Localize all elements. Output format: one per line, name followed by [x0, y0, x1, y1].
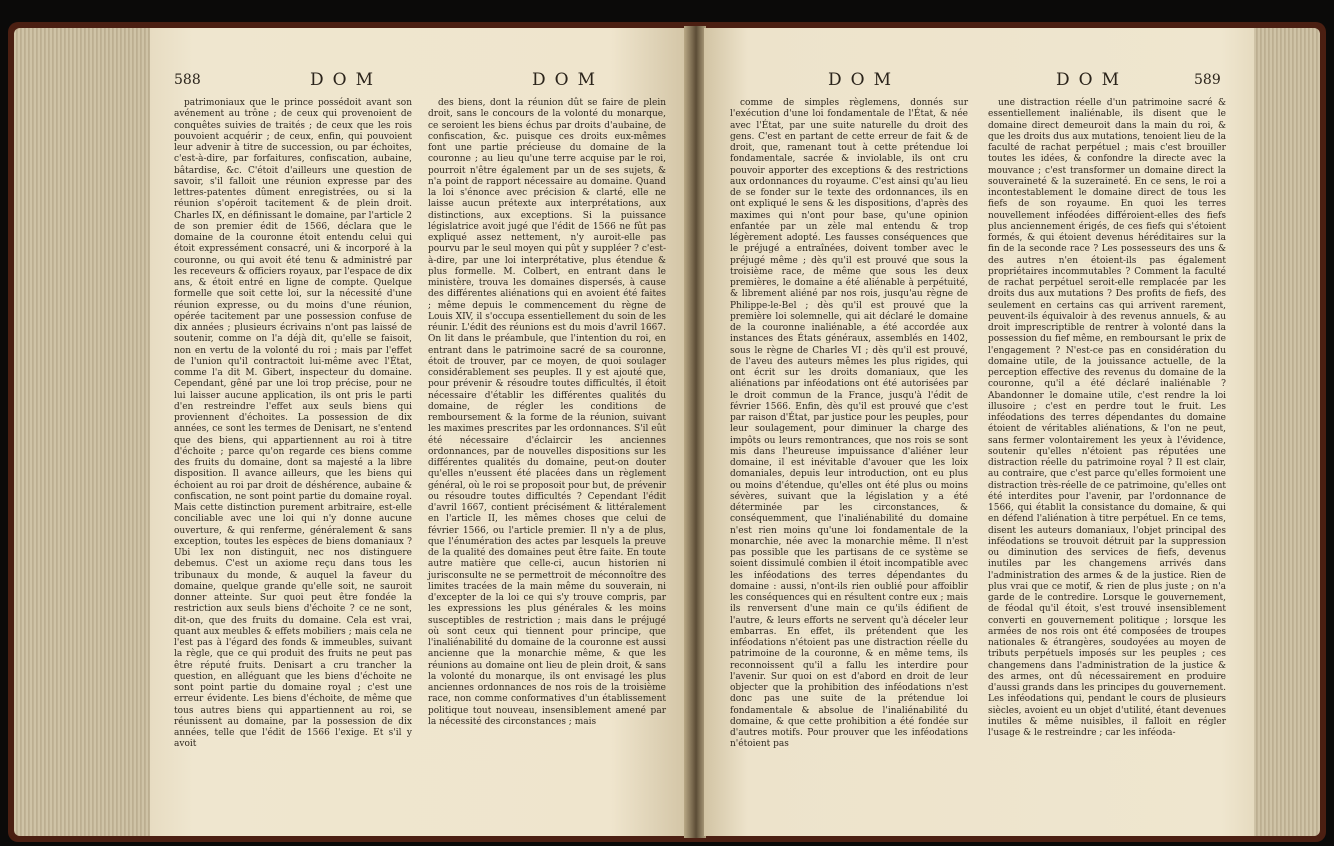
text-column-left-1 [174, 98, 412, 751]
running-header-right-1: DOM [828, 70, 900, 90]
column-text: une distraction réelle d'un patrimoine sacré & essentiellement inaliénable, ils disent que le domaine direct demeuroit dans la main du roi, & que les droits dus aux mutations, tenoient lieu de la faculté de rachat perpétuel ; mais c'est brouiller toutes les idées, & confondre la directe avec la mouvance ; c'est transformer un domaine direct la souveraineté & la suzeraineté. En ce sens, le roi a incontestablement le domaine direct de tous les fiefs de son royaume. En quoi les terres nouvellement inféodées différoient-elles des fiefs plus anciennement érigés, de ces fiefs qui s'étoient formés, & qui étoient devenus héréditaires sur la fin de la seconde race ? Les possesseurs des uns & des autres n'en étoient-ils pas également propriétaires incommutables ? Comment la faculté de rachat perpétuel seroit-elle remplacée par les droits dus aux mutations ? Des profits de fiefs, des seulement en certains cas qui arrivent rarement, peuvent-ils équivaloir à des revenus annuels, & au droit imprescriptible de rentrer à volonté dans la possession du fief même, en remboursant le prix de l'engagement ? N'est-ce pas en considération du domaine utile, de la jouissance actuelle, de la perception effective des revenus du domaine de la couronne, qu'il a été déclaré inaliénable ? Abandonner le domaine utile, c'est rendre la loi illusoire ; c'est en perdre tout le fruit. Les inféodations des terres dépendantes du domaine étoient de véritables aliénations, & l'on ne peut, sans fermer volontairement les yeux à l'évidence, soutenir qu'elles n'étoient pas réputées une distraction réelle du patrimoine royal ? Il est clair, au contraire, que c'est parce qu'elles formoient une distraction très-réelle de ce patrimoine, qu'elles ont été interdites pour l'avenir, par l'ordonnance de 1566, qui établit la consistance du domaine, & qui en défend l'aliénation à titre perpétuel. En ce tems, disent les auteurs domaniaux, l'objet principal des inféodations se trouvoit détruit par la suppression ou diminution des services de fiefs, devenus inutiles par les changemens arrivés dans l'administration des armes & de la justice. Rien de plus vrai que ce motif, & rien de plus juste ; on n'a garde de le contredire. Lorsque le gouvernement, de féodal qu'il étoit, s'est trouvé insensiblement converti en gouvernement politique ; lorsque les armées de nos rois ont été composées de troupes nationales & étrangères, soudoyées au moyen de tributs perpétuels imposés sur les peuples ; ces changemens dans l'administration de la justice & des armes, ont dû nécessairement en produire d'aussi grands dans les principes du gouvernement. Les inféodations qui, pendant le cours de plusieurs siècles, avoient eu un objet d'utilité, étant devenues inutiles & même nuisibles, il falloit en régler l'usage & le restreindre ; car les inféoda- [988, 98, 1226, 738]
text-column-right-1 [730, 98, 968, 751]
right-page [704, 28, 1254, 836]
running-header-right-2: DOM [1056, 70, 1128, 90]
page-edges-left [14, 28, 152, 836]
text-column-left-2 [428, 98, 666, 728]
column-text: patrimoniaux que le prince possédoit avant son avénement au trône ; de ceux qui provenoient de conquêtes suivies de traités ; de ceux que les rois pouvoient acquérir ; de ceux, enfin, qui pouvoient leur advenir à titre de succession, ou par échoites, c'est-à-dire, par forfaitures, confiscation, aubaine, bâtardise, &c. C'étoit d'ailleurs une question de savoir, s'il falloit une réunion expresse par des lettres-patentes dûment enregistrées, ou si la réunion s'opéroit tacitement & de plein droit. Charles IX, en définissant le domaine, par l'article 2 de son premier édit de 1566, déclara que le domaine de la couronne étoit entendu celui qui étoit expressément consacré, uni & incorporé à la couronne, ou qui avoit été tenu & administré par les receveurs & officiers royaux, par l'espace de dix ans, & étoit entré en ligne de compte. Quelque formelle que soit cette loi, sur la nécessité d'une réunion expresse, ou du moins d'une réunion, opérée tacitement par une possession confuse de dix années ; plusieurs écrivains n'ont pas laissé de soutenir, comme on l'a déjà dit, qu'elle se faisoit, non en vertu de la volonté du roi ; mais par l'effet de l'union qu'il contractoit lui-même avec l'État, comme l'a dit M. Gibert, inspecteur du domaine. Cependant, gêné par une loi trop précise, pour ne lui laisser aucune application, ils ont pris le parti d'en restreindre l'effet aux seuls biens qui proviennent d'échoites. La possession de dix années, ce sont les termes de Denisart, ne s'entend que des biens, qui appartiennent au roi à titre d'échoite ; parce qu'on regarde ces biens comme des fruits du domaine, dont sa majesté a la libre disposition. Il avance ailleurs, que les biens qui échoient au roi par droit de déshérence, aubaine & confiscation, ne sont point partie du domaine royal. Mais cette distinction purement arbitraire, est-elle conciliable avec une loi qui n'y donne aucune ouverture, & qui renferme, généralement & sans exception, toutes les espèces de biens domaniaux ? Ubi lex non distinguit, nec nos distinguere debemus. C'est un axiome reçu dans tous les tribunaux du monde, & auquel la faveur du domaine, quelque grande qu'elle soit, ne sauroit donner atteinte. Sur quoi peut être fondée la restriction aux seuls biens d'échoite ? ce ne sont, dit-on, que des fruits du domaine. Cela est vrai, quant aux meubles & effets mobiliers ; mais cela ne l'est pas à l'égard des fonds & immeubles, suivant la règle, que ce qui produit des fruits ne peut pas être réputé fruits. Denisart a cru trancher la question, en alléguant que les biens d'échoite ne sont point partie du domaine royal ; c'est une erreur évidente. Les biens d'échoite, de même que tous autres biens qui appartiennent au roi, se réunissent au domaine, par la possession de dix années, telle que l'édit de 1566 l'exige. Et s'il y avoit [174, 98, 412, 750]
page-number-left: 588 [174, 72, 201, 88]
book-gutter [684, 26, 706, 838]
text-column-right-2 [988, 98, 1226, 739]
column-text: des biens, dont la réunion dût se faire de plein droit, sans le concours de la volonté du monarque, ce seroient les biens échus par droits d'aubaine, de confiscation, &c. puisque ces droits eux-mêmes font une partie précieuse du domaine de la couronne ; au lieu qu'une terre acquise par le roi, pourroit n'être également par un de ses sujets, & n'a point de rapport nécessaire au domaine. Quand la loi s'énonce avec précision & clarté, elle ne laisse aucun prétexte aux interprétations, aux distinctions, aux exceptions. Si la puissance législatrice avoit jugé que l'édit de 1566 ne fût pas expliqué assez nettement, n'y auroit-elle pas pourvu par le seul moyen qui pût y suppléer ? c'est-à-dire, par une loi interprétative, plus étendue & plus formelle. M. Colbert, en entrant dans le ministère, trouva les domaines dispersés, à cause des différentes aliénations qui en avoient été faites ; même depuis le commencement du règne de Louis XIV, il s'occupa essentiellement du soin de les réunir. L'édit des réunions est du mois d'avril 1667. On lit dans le préambule, que l'intention du roi, en entrant dans le patrimoine sacré de sa couronne, étoit de trouver, par ce moyen, de quoi soulager considérablement ses peuples. Il y est ajouté que, pour prévenir & résoudre toutes difficultés, il étoit nécessaire d'établir les différentes qualités du domaine, de régler les conditions de remboursement & la forme de la réunion, suivant les maximes prescrites par les ordonnances. S'il eût été nécessaire d'éclaircir les anciennes ordonnances, par de nouvelles dispositions sur les différentes qualités du domaine, peut-on douter qu'elles n'eussent été placées dans un règlement général, où le roi se proposoit pour but, de prévenir ou résoudre toutes difficultés ? Cependant l'édit d'avril 1667, contient précisément & littéralement en l'article II, les mêmes choses que celui de février 1566, ou l'article premier. Il n'y a de plus, que l'énumération des actes par lesquels la preuve de la qualité des domaines peut être faite. En toute autre matière que celle-ci, aucun historien ni jurisconsulte ne se permettroit de méconnoître des limites tracées de la main même du souverain, ni d'excepter de la loi ce qui s'y trouve compris, par les expressions les plus générales & les moins susceptibles de restriction ; mais dans le préjugé où sont ceux qui tiennent pour principe, que l'inaliénabilité du domaine de la couronne est aussi ancienne que la monarchie même, & que les réunions au domaine ont lieu de plein droit, & sans la volonté du monarque, ils ont envisagé les plus anciennes ordonnances de nos rois de la troisième race, non comme conformatives d'un établissement politique tout nouveau, insensiblement amené par la nécessité des circonstances ; mais [428, 98, 666, 727]
left-page [150, 28, 686, 836]
running-header-left-2: DOM [532, 70, 604, 90]
page-number-right: 589 [1194, 72, 1221, 88]
running-header-left-1: DOM [310, 70, 382, 90]
column-text: comme de simples règlemens, donnés sur l'exécution d'une loi fondamentale de l'État, & née avec l'État, par une suite naturelle du droit des gens. C'est en partant de cette erreur de fait & de droit, que, ramenant tout à cette prétendue loi fondamentale, sacrée & inviolable, ils ont cru pouvoir apporter des exceptions & des restrictions aux ordonnances du royaume. C'est ainsi qu'au lieu de se fonder sur le texte des ordonnances, ils en ont expliqué le sens & les dispositions, d'après des maximes qui n'ont pour base, qu'une opinion enfantée par un zèle mal entendu & trop légèrement adopté. Les fausses conséquences que le préjugé a entraînées, doivent tomber avec le préjugé même ; dès qu'il est prouvé que sous la troisième race, de même que sous les deux premières, le domaine a été aliénable à perpétuité, & librement aliéné par nos rois, jusqu'au règne de Philippe-le-Bel ; dès qu'il est prouvé que la première loi solemnelle, qui ait déclaré le domaine de la couronne inaliénable, a été accordée aux instances des États généraux, assemblés en 1402, sous le règne de Charles VI ; dès qu'il est prouvé, de l'aveu des auteurs mêmes les plus rigides, qui ont écrit sur les droits domaniaux, que les aliénations par inféodations ont été autorisées par le droit commun de la France, jusqu'à l'édit de février 1566. Enfin, dès qu'il est prouvé que c'est par raison d'État, par justice pour les peuples, pour leur soulagement, pour diminuer la charge des impôts ou leurs remontrances, que nos rois se sont mis dans l'heureuse impuissance d'aliéner leur domaine, il est inévitable d'avouer que les loix domaniales, depuis leur introduction, ont eu plus ou moins d'étendue, qu'elles ont été plus ou moins sévères, suivant que la législation y a été déterminée par les circonstances, & conséquemment, que l'inaliénabilité du domaine n'est rien moins qu'une loi fondamentale de la monarchie, née avec la monarchie même. Il n'est pas possible que les partisans de ce système se soient dissimulé combien il étoit incompatible avec les inféodations des terres dépendantes du domaine : aussi, n'ont-ils rien oublié pour affoiblir les conséquences qui en résultent contre eux ; mais ils renversent d'une main ce qu'ils édifient de l'autre, & leurs efforts ne servent qu'à déceler leur embarras. En effet, ils prétendent que les inféodations n'étoient pas une distraction réelle du patrimoine de la couronne, & en même tems, ils reconnoissent qu'il a fallu les interdire pour l'avenir. Sur quoi on est d'abord en droit de leur objecter que la prohibition des inféodations n'est donc pas une suite de la prétendue loi fondamentale & absolue de l'inaliénabilité du domaine, & que cette prohibition a été fondée sur d'autres motifs. Pour prouver que les inféodations n'étoient pas [730, 98, 968, 750]
